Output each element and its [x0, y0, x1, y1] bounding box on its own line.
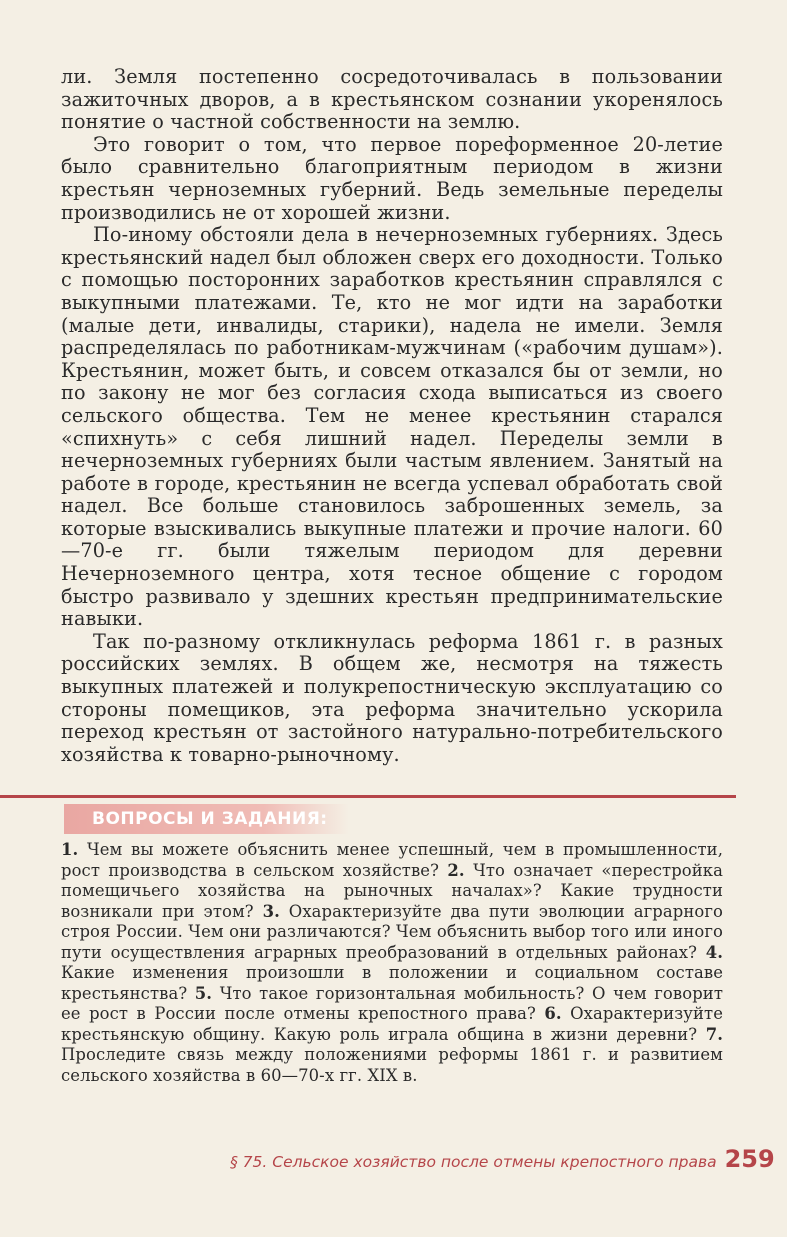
- question-number: 2.: [447, 860, 465, 880]
- running-title: § 75. Сельское хозяйство после отмены крепостного права: [230, 1153, 717, 1171]
- paragraph-3: По-иному обстояли дела в нечерноземных губерниях. Здесь крестьянский надел был обложен сверх его доходности. Только с помощью посторонних заработков крестьянин справлялся с выкупными платежами. Те, кто не мог идти на заработки (малые дети, инвалиды, старики), надела не имели. Земля распределялась по работникам-мужчинам («рабочим душам»). Крестьянин, может быть, и совсем отказался бы от земли, но по закону не мог без согласия схода выписаться из своего сельского общества. Тем не менее крестьянин старался «спихнуть» с себя лишний надел. Переделы земли в нечерноземных губерниях были частым явлением. Занятый на работе в городе, крестьянин не всегда успевал обработать свой надел. Все больше становилось заброшенных земель, за которые взыскивались выкупные платежи и прочие налоги. 60—70-е гг. были тяжелым периодом для деревни Нечерноземного центра, хотя тесное общение с городом быстро развивало у здешних крестьян предпринимательские навыки.: [61, 223, 723, 631]
- question-number: 5.: [194, 983, 213, 1003]
- section-divider: [0, 795, 736, 798]
- paragraph-4: Так по-разному откликнулась реформа 1861 г. в разных российских землях. В общем же, несмотря на тяжесть выкупных платежей и полукрепостническую эксплуатацию со стороны помещиков, эта реформа значительно ускорила переход крестьян от застойного натурально-потребительского хозяйства к товарно-рыночному.: [61, 629, 723, 766]
- question-text: Проследите связь между положениями реформы 1861 г. и развитием сельского хозяйства в 60—70-х гг. XIX в.: [61, 1045, 723, 1085]
- question-text: Охарактеризуйте крестьянскую общину. Какую роль играла община в жизни деревни?: [61, 1004, 724, 1044]
- page-number: 259: [724, 1145, 775, 1173]
- question-text: Что такое горизонтальная мобильность? О чем говорит ее рост в России после отмены крепостного права?: [61, 983, 723, 1023]
- page-footer: [230, 1145, 775, 1181]
- main-text: [61, 66, 723, 766]
- questions-header: ВОПРОСЫ И ЗАДАНИЯ:: [64, 804, 349, 834]
- paragraph-1: ли. Земля постепенно сосредоточивалась в пользовании зажиточных дворов, а в крестьянском сознании укоренялось понятие о частной собственности на землю.: [61, 65, 723, 134]
- question-text: Что означает «перестройка помещичьего хозяйства на рыночных началах»? Какие трудности возникали при этом?: [61, 860, 723, 921]
- questions-list: [61, 840, 723, 1086]
- question-number: 6.: [544, 1004, 562, 1023]
- question-text: Охарактеризуйте два пути эволюции аграрного строя России. Чем они различаются? Чем объяснить выбор того или иного пути осуществления аграрных преобразований в отдельных районах?: [61, 901, 724, 962]
- question-number: 1.: [61, 840, 79, 859]
- question-number: 4.: [705, 942, 723, 962]
- question-number: 7.: [705, 1024, 723, 1044]
- paragraph-2: Это говорит о том, что первое пореформенное 20-летие было сравнительно благоприятным периодом в жизни крестьян черноземных губерний. Ведь земельные переделы производились не от хорошей жизни.: [61, 132, 723, 224]
- question-number: 3.: [262, 901, 280, 921]
- question-text: Чем вы можете объяснить менее успешный, чем в промышленности, рост производства в сельском хозяйстве?: [61, 840, 724, 880]
- question-text: Какие изменения произошли в положении и социальном составе крестьянства?: [61, 963, 723, 1003]
